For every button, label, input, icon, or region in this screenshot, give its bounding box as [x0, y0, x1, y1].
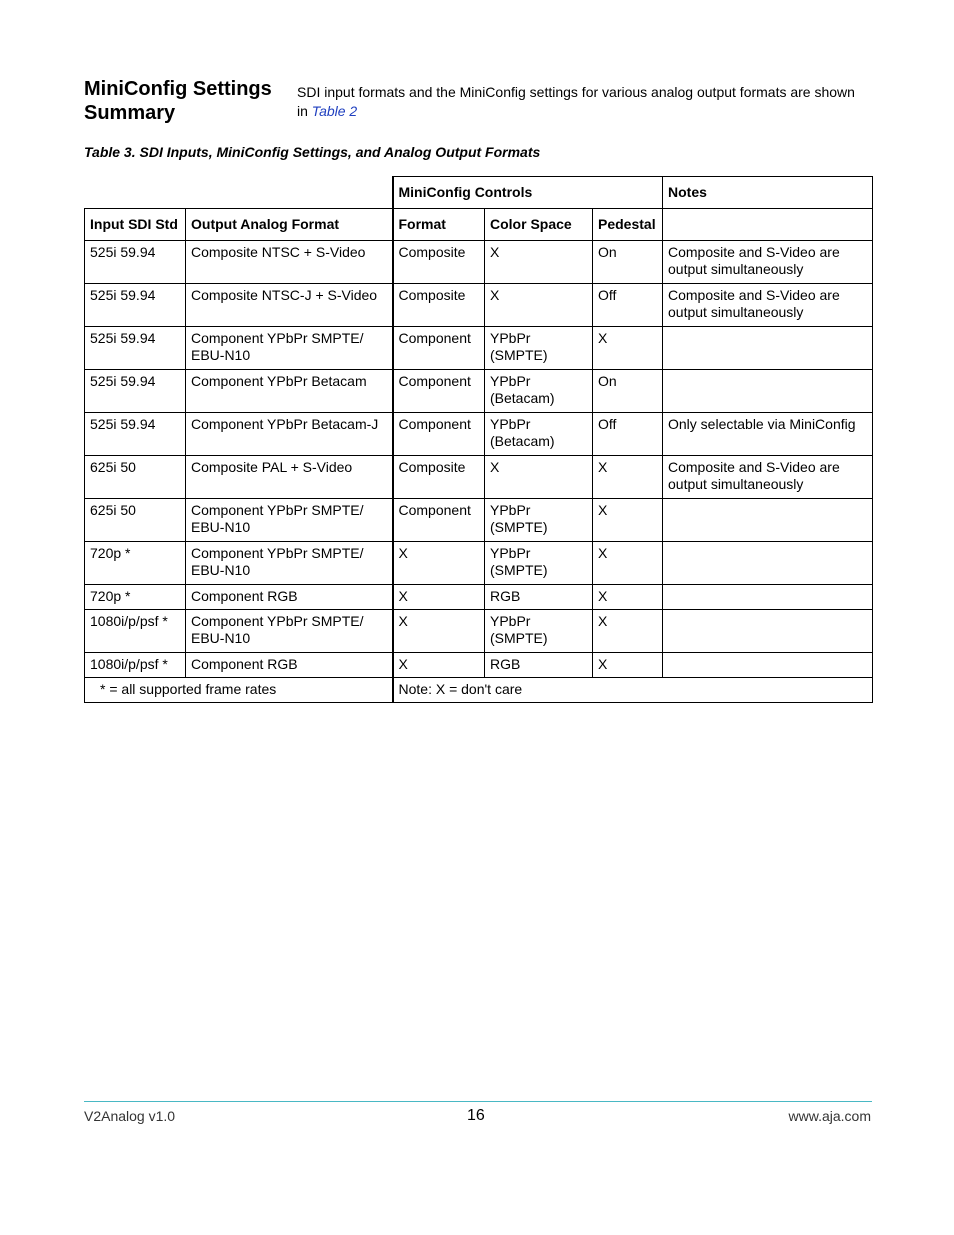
cell-notes	[663, 653, 873, 678]
cell-pedestal: X	[593, 542, 663, 585]
cell-input: 1080i/p/psf *	[85, 610, 186, 653]
cell-pedestal: X	[593, 610, 663, 653]
cell-notes: Composite and S-Video are output simultaneously	[663, 284, 873, 327]
cell-notes: Composite and S-Video are output simultaneously	[663, 456, 873, 499]
cell-pedestal: Off	[593, 413, 663, 456]
cell-pedestal: X	[593, 456, 663, 499]
cell-pedestal: X	[593, 653, 663, 678]
cell-input: 525i 59.94	[85, 413, 186, 456]
cell-output: Component YPbPr Betacam	[186, 370, 393, 413]
column-header-notes-blank	[663, 209, 873, 241]
cell-input: 525i 59.94	[85, 284, 186, 327]
table-row	[85, 653, 873, 678]
header-spacer	[85, 177, 393, 209]
cell-color-space: YPbPr (SMPTE)	[485, 542, 593, 585]
table-row	[85, 284, 873, 327]
intro-text: SDI input formats and the MiniConfig settings for various analog output formats are shown in	[297, 84, 855, 119]
cell-output: Component YPbPr Betacam-J	[186, 413, 393, 456]
table-row	[85, 499, 873, 542]
column-header-input: Input SDI Std	[85, 209, 186, 241]
table-row	[85, 456, 873, 499]
column-header-format: Format	[393, 209, 485, 241]
cell-output: Component YPbPr SMPTE/ EBU-N10	[186, 327, 393, 370]
cell-notes: Composite and S-Video are output simultaneously	[663, 241, 873, 284]
cell-pedestal: On	[593, 370, 663, 413]
cell-color-space: RGB	[485, 585, 593, 610]
cell-input: 525i 59.94	[85, 241, 186, 284]
table-row	[85, 370, 873, 413]
table-row	[85, 241, 873, 284]
table-row	[85, 327, 873, 370]
cell-notes: Only selectable via MiniConfig	[663, 413, 873, 456]
table-row	[85, 610, 873, 653]
cell-output: Composite NTSC-J + S-Video	[186, 284, 393, 327]
column-header-color-space: Color Space	[485, 209, 593, 241]
cell-input: 720p *	[85, 542, 186, 585]
cell-format: Component	[393, 327, 485, 370]
cell-color-space: X	[485, 241, 593, 284]
cell-notes	[663, 610, 873, 653]
footer-product-version: V2Analog v1.0	[84, 1108, 176, 1124]
group-header-notes: Notes	[663, 177, 873, 209]
cell-pedestal: X	[593, 585, 663, 610]
cell-output: Component YPbPr SMPTE/ EBU-N10	[186, 499, 393, 542]
cell-format: Component	[393, 413, 485, 456]
table-reference-link[interactable]: Table 2	[311, 103, 358, 119]
intro-paragraph	[297, 83, 867, 121]
cell-notes	[663, 370, 873, 413]
cell-color-space: YPbPr (SMPTE)	[485, 610, 593, 653]
footer-divider	[84, 1101, 872, 1102]
page-number: 16	[467, 1107, 485, 1124]
cell-notes	[663, 585, 873, 610]
footer-website: www.aja.com	[788, 1108, 871, 1124]
table-row	[85, 585, 873, 610]
settings-table	[84, 176, 873, 703]
table-footnote-row	[85, 678, 873, 703]
cell-color-space: YPbPr (SMPTE)	[485, 327, 593, 370]
footnote-frame-rates: * = all supported frame rates	[85, 678, 393, 703]
cell-format: X	[393, 610, 485, 653]
cell-color-space: X	[485, 284, 593, 327]
cell-input: 625i 50	[85, 499, 186, 542]
cell-input: 525i 59.94	[85, 327, 186, 370]
cell-format: Composite	[393, 456, 485, 499]
cell-pedestal: X	[593, 327, 663, 370]
cell-format: Composite	[393, 241, 485, 284]
column-header-pedestal: Pedestal	[593, 209, 663, 241]
cell-format: Component	[393, 499, 485, 542]
cell-format: X	[393, 542, 485, 585]
cell-pedestal: On	[593, 241, 663, 284]
cell-color-space: YPbPr (SMPTE)	[485, 499, 593, 542]
column-header-output: Output Analog Format	[186, 209, 393, 241]
cell-input: 1080i/p/psf *	[85, 653, 186, 678]
cell-output: Component YPbPr SMPTE/ EBU-N10	[186, 542, 393, 585]
cell-notes	[663, 499, 873, 542]
cell-format: Component	[393, 370, 485, 413]
section-heading: MiniConfig Settings Summary	[84, 78, 272, 124]
cell-pedestal: Off	[593, 284, 663, 327]
cell-color-space: X	[485, 456, 593, 499]
table-row	[85, 413, 873, 456]
cell-input: 625i 50	[85, 456, 186, 499]
cell-format: Composite	[393, 284, 485, 327]
cell-color-space: RGB	[485, 653, 593, 678]
table-row	[85, 542, 873, 585]
cell-notes	[663, 327, 873, 370]
cell-notes	[663, 542, 873, 585]
cell-pedestal: X	[593, 499, 663, 542]
cell-color-space: YPbPr (Betacam)	[485, 413, 593, 456]
cell-output: Component YPbPr SMPTE/ EBU-N10	[186, 610, 393, 653]
footnote-dont-care: Note: X = don't care	[393, 678, 873, 703]
group-header-miniconfig: MiniConfig Controls	[393, 177, 663, 209]
cell-output: Component RGB	[186, 585, 393, 610]
cell-input: 720p *	[85, 585, 186, 610]
cell-output: Component RGB	[186, 653, 393, 678]
cell-format: X	[393, 653, 485, 678]
cell-format: X	[393, 585, 485, 610]
cell-output: Composite PAL + S-Video	[186, 456, 393, 499]
cell-output: Composite NTSC + S-Video	[186, 241, 393, 284]
cell-color-space: YPbPr (Betacam)	[485, 370, 593, 413]
cell-input: 525i 59.94	[85, 370, 186, 413]
table-caption: Table 3. SDI Inputs, MiniConfig Settings, and Analog Output Formats	[84, 144, 541, 160]
